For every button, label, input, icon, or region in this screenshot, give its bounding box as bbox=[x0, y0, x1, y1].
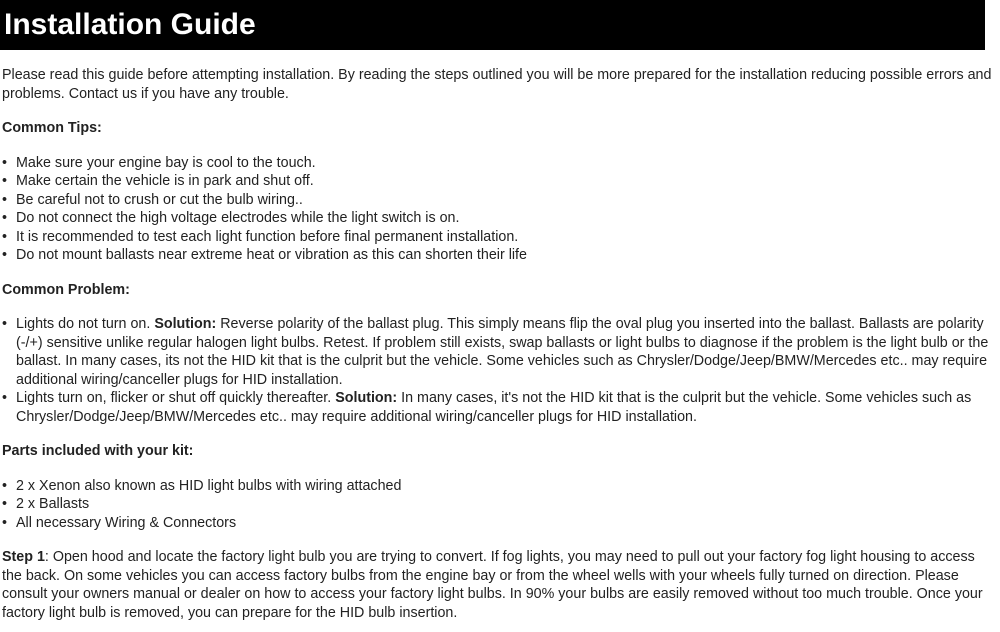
tips-heading: Common Tips: bbox=[2, 120, 102, 136]
list-item: • All necessary Wiring & Connectors bbox=[2, 514, 237, 531]
list-item: • Lights do not turn on. Solution: Reverse polarity of the ballast plug. This simply means flip the oval plug you inserted into the ballast. Ballasts are polarity (-/+) sensitive unlike regular halogen light bulbs. Retest. If problem still exists, swap ballasts or light bulbs to diagnose if the problem is the light bulb or the ballast. In many cases, its not the HID kit that is the culprit but the vehicle. Some vehicles such as Chrysler/Dodge/Jeep/BMW/Mercedes etc.. may require additional wiring/canceller plugs for HID installation. bbox=[2, 316, 989, 388]
bullet-icon: • bbox=[2, 154, 8, 171]
bullet-icon: • bbox=[2, 228, 8, 245]
content bbox=[2, 66, 998, 622]
problems-heading: Common Problem: bbox=[2, 281, 130, 298]
bullet-icon: • bbox=[2, 316, 8, 332]
step-1-paragraph bbox=[2, 548, 998, 622]
bullet-icon: • bbox=[2, 390, 8, 406]
list-item: • Make certain the vehicle is in park and shut off. bbox=[2, 173, 314, 189]
list-item: • 2 x Xenon also known as HID light bulbs with wiring attached bbox=[2, 477, 402, 494]
step-1-text: : Open hood and locate the factory light bulb you are trying to convert. If fog lights, you may need to pull out your factory fog light housing to access the back. On some vehicles you can access factory bulbs from the engine bay or from the wheel wells with your wheels fully turned on direction. Please consult your owners manual or dealer on how to access your factory light bulbs. In 90% your bulbs are easily removed without too much trouble. Once your factory light bulb is removed, you can prepare for the HID bulb insertion. bbox=[2, 549, 983, 621]
page-title: Installation Guide bbox=[4, 8, 256, 41]
list-item: • Be careful not to crush or cut the bulb wiring.. bbox=[2, 191, 303, 208]
bullet-icon: • bbox=[2, 477, 8, 494]
bullet-icon: • bbox=[2, 173, 8, 189]
bullet-icon: • bbox=[2, 191, 8, 208]
list-item: • Do not connect the high voltage electrodes while the light switch is on. bbox=[2, 210, 460, 226]
bullet-icon: • bbox=[2, 247, 8, 263]
step-1-label: Step 1 bbox=[2, 549, 45, 565]
problems-list bbox=[2, 315, 998, 426]
list-item: • Do not mount ballasts near extreme heat or vibration as this can shorten their life bbox=[2, 247, 527, 263]
intro-paragraph: Please read this guide before attempting installation. By reading the steps outlined you will be more prepared for the installation reducing possible errors and problems. Contact us if you have any trouble. bbox=[2, 67, 992, 102]
bullet-icon: • bbox=[2, 496, 8, 512]
title-bar bbox=[0, 0, 985, 50]
parts-heading: Parts included with your kit: bbox=[2, 443, 194, 459]
bullet-icon: • bbox=[2, 514, 8, 531]
list-item: • 2 x Ballasts bbox=[2, 496, 90, 512]
list-item: • It is recommended to test each light function before final permanent installation. bbox=[2, 228, 519, 245]
parts-list bbox=[2, 477, 998, 533]
bullet-icon: • bbox=[2, 210, 8, 226]
list-item: • Lights turn on, flicker or shut off quickly thereafter. Solution: In many cases, it's not the HID kit that is the culprit but the vehicle. Some vehicles such as Chrysler/Dodge/Jeep/BMW/Mercedes etc.. may require additional wiring/canceller plugs for HID installation. bbox=[2, 390, 972, 425]
tips-list bbox=[2, 154, 998, 265]
list-item: • Make sure your engine bay is cool to the touch. bbox=[2, 154, 316, 171]
